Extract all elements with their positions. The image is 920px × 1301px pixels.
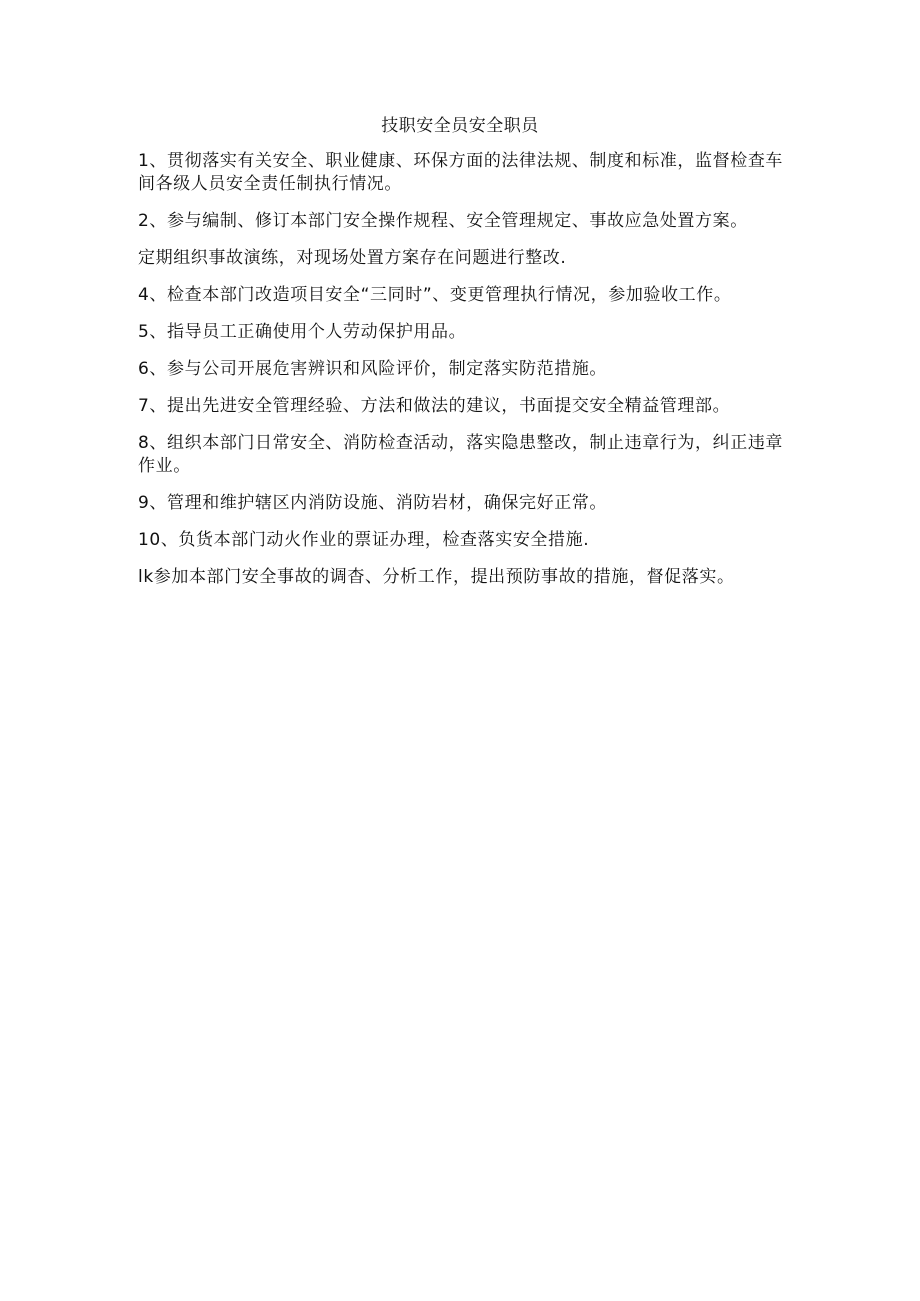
paragraph-5: 5、指导员工正确使用个人劳动保护用品。	[138, 322, 467, 342]
document-body	[138, 150, 786, 603]
paragraph-9: 9、管理和维护辖区内消防设施、消防岩材，确保完好正常。	[138, 493, 608, 513]
paragraph-10: 10、负货本部门动火作业的票证办理，检查落实安全措施.	[138, 530, 590, 550]
paragraph-8: 8、组织本部门日常安全、消防检查活动，落实隐患整改，制止违章行为，纠正违章作业。	[138, 433, 784, 476]
paragraph-3: 定期组织事故演练，对现场处置方案存在问题进行整改.	[138, 248, 567, 268]
paragraph-6: 6、参与公司开展危害辨识和风险评价，制定落实防范措施。	[138, 359, 608, 379]
paragraph-7: 7、提出先进安全管理经验、方法和做法的建议，书面提交安全精益管理部。	[138, 396, 731, 416]
paragraph-11: lk参加本部门安全事故的调杳、分析工作，提出预防事故的措施，督促落实。	[138, 567, 735, 587]
document-title: 技职安全员安全职员	[381, 116, 539, 136]
paragraph-1: 1、贯彻落实有关安全、职业健康、环保方面的法律法规、制度和标准，监督检查车间各级人员安全责任制执行情况。	[138, 151, 784, 194]
paragraph-4: 4、检查本部门改造项目安全“三同时”、变更管理执行情况，参加验收工作。	[138, 285, 732, 305]
paragraph-2: 2、参与编制、修订本部门安全操作规程、安全管理规定、事故应急处置方案。	[138, 211, 748, 231]
